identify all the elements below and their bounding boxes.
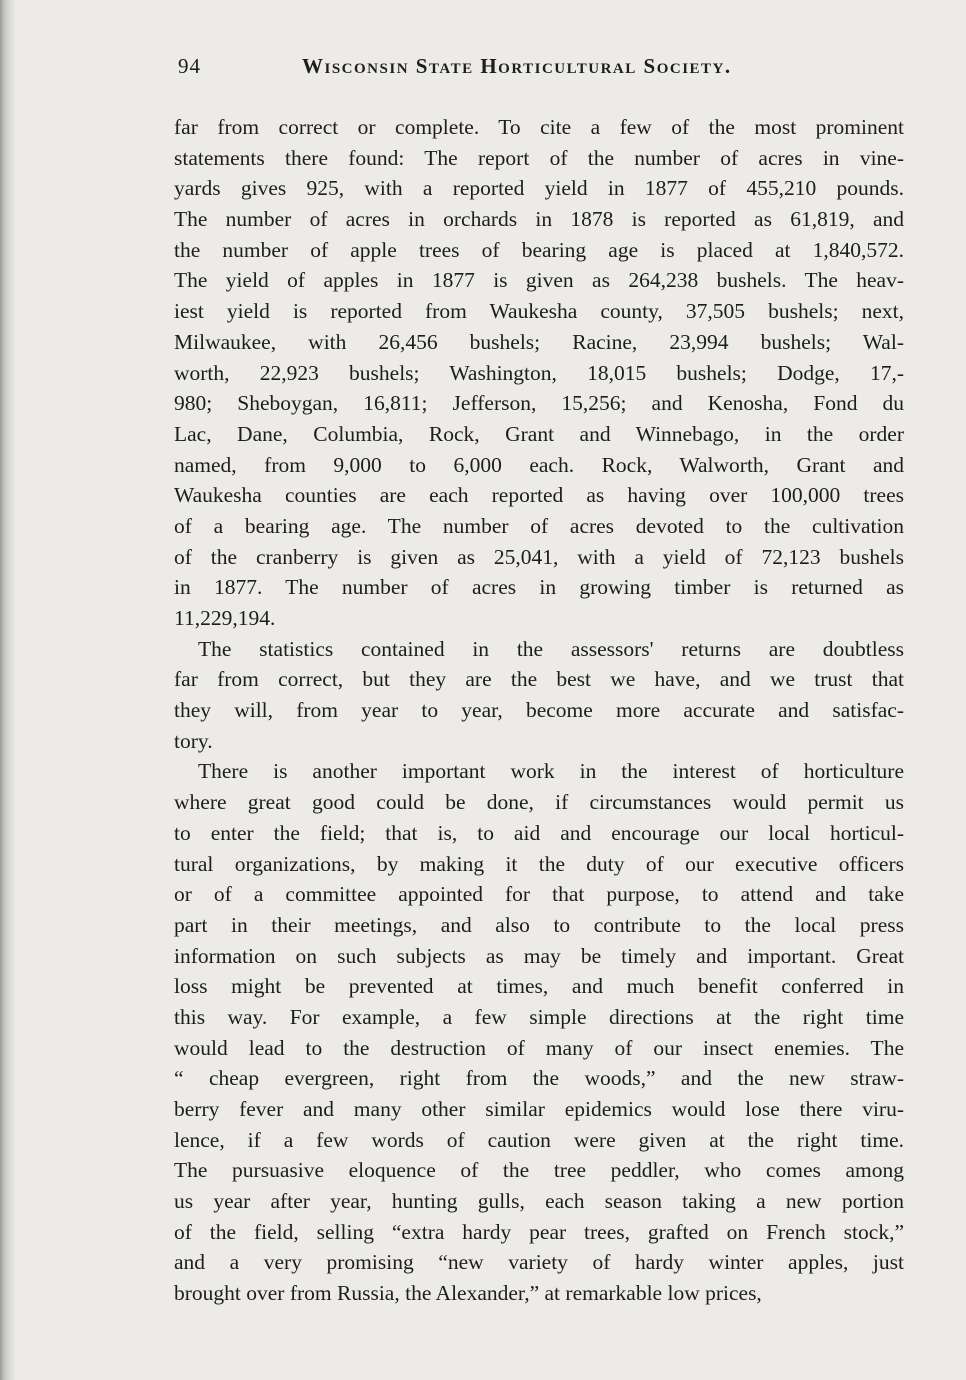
text-line: tory. [174,728,213,753]
page-number: 94 [178,54,201,78]
text-line: loss might be prevented at times, and much benefit conferred in [174,974,904,999]
text-line: 11,229,194. [174,606,276,630]
text-line: information on such subjects as may be timely and important. Great [174,943,904,968]
text-line: of a bearing age. The number of acres devoted to the cultivation [174,513,904,538]
body-text [174,112,904,1309]
text-line: where great good could be done, if circumstances would permit us [174,790,904,815]
text-line: named, from 9,000 to 6,000 each. Rock, Walworth, Grant and [174,452,904,477]
text-line: lence, if a few words of caution were given at the right time. [174,1127,904,1152]
text-line: and a very promising “new variety of hardy winter apples, just [174,1250,904,1275]
text-line: Lac, Dane, Columbia, Rock, Grant and Winnebago, in the order [174,421,904,446]
running-title: Wisconsin State Horticultural Society. [302,54,732,78]
text-line: part in their meetings, and also to contribute to the local press [174,912,904,937]
text-line: “ cheap evergreen, right from the woods,” and the new straw- [174,1066,904,1091]
text-line: of the field, selling “extra hardy pear trees, grafted on French stock,” [174,1219,904,1244]
text-line: of the cranberry is given as 25,041, with a yield of 72,123 bushels [174,544,904,569]
text-line: yards gives 925, with a reported yield in 1877 of 455,210 pounds. [174,176,904,201]
text-line: or of a committee appointed for that purpose, to attend and take [174,882,904,907]
text-line: in 1877. The number of acres in growing timber is returned as [174,575,904,600]
text-line: Waukesha counties are each reported as having over 100,000 trees [174,483,904,508]
text-line: brought over from Russia, the Alexander,” at remarkable low prices, [174,1281,762,1306]
text-line: The statistics contained in the assessors' returns are doubtless [198,636,904,661]
text-line: statements there found: The report of the number of acres in vine- [174,145,904,170]
text-line: far from correct or complete. To cite a few of the most prominent [174,115,904,139]
text-line: to enter the field; that is, to aid and encourage our local horticul- [174,820,904,845]
text-line: iest yield is reported from Waukesha county, 37,505 bushels; next, [174,299,904,324]
text-line: would lead to the destruction of many of our insect enemies. The [174,1035,904,1060]
text-line: There is another important work in the interest of horticulture [198,759,904,784]
page-gutter-shadow [0,0,16,1380]
text-line: The number of acres in orchards in 1878 is reported as 61,819, and [174,207,904,232]
text-line: they will, from year to year, become more accurate and satisfac- [174,698,904,723]
text-line: 980; Sheboygan, 16,811; Jefferson, 15,256; and Kenosha, Fond du [174,391,904,416]
text-line: Milwaukee, with 26,456 bushels; Racine, 23,994 bushels; Wal- [174,329,904,354]
text-line: The pursuasive eloquence of the tree peddler, who comes among [174,1158,904,1183]
text-line: the number of apple trees of bearing age is placed at 1,840,572. [174,237,904,262]
text-line: us year after year, hunting gulls, each season taking a new portion [174,1189,904,1214]
text-line: tural organizations, by making it the duty of our executive officers [174,851,904,876]
text-line: The yield of apples in 1877 is given as 264,238 bushels. The heav- [174,268,904,293]
text-line: berry fever and many other similar epidemics would lose there viru- [174,1097,904,1121]
text-line: worth, 22,923 bushels; Washington, 18,015 bushels; Dodge, 17,- [174,360,904,385]
text-line: far from correct, but they are the best we have, and we trust that [174,667,904,692]
paragraph [174,112,904,634]
text-line: this way. For example, a few simple directions at the right time [174,1004,904,1029]
paragraph [174,634,904,757]
paragraph [174,756,904,1308]
running-head [178,52,918,86]
